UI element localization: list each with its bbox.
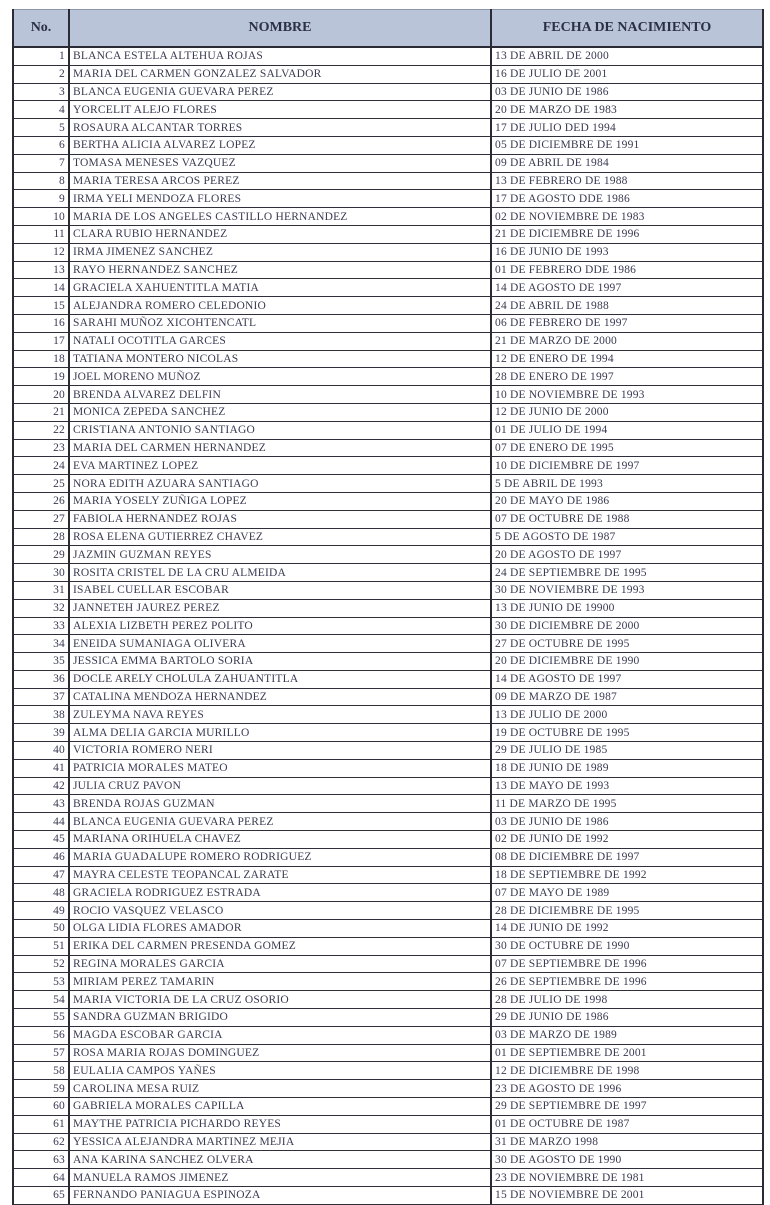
row-name: MARIA DE LOS ANGELES CASTILLO HERNANDEZ <box>69 208 491 226</box>
row-birthdate: 10 DE DICIEMBRE DE 1997 <box>491 457 763 475</box>
table-row <box>13 1098 763 1116</box>
row-birthdate: 09 DE ABRIL DE 1984 <box>491 154 763 172</box>
table-row <box>13 1151 763 1169</box>
row-birthdate: 14 DE AGOSTO DE 1997 <box>491 670 763 688</box>
row-name: JAZMIN GUZMAN REYES <box>69 546 491 564</box>
row-number: 39 <box>13 724 69 742</box>
row-name: TATIANA MONTERO NICOLAS <box>69 350 491 368</box>
row-birthdate: 18 DE JUNIO DE 1989 <box>491 759 763 777</box>
row-birthdate: 03 DE MARZO DE 1989 <box>491 1026 763 1044</box>
table-row <box>13 368 763 386</box>
row-number: 3 <box>13 83 69 101</box>
row-birthdate: 06 DE FEBRERO DE 1997 <box>491 314 763 332</box>
table-row <box>13 1080 763 1098</box>
row-name: BERTHA ALICIA ALVAREZ LOPEZ <box>69 136 491 154</box>
row-number: 41 <box>13 759 69 777</box>
row-birthdate: 03 DE JUNIO DE 1986 <box>491 813 763 831</box>
table-row <box>13 47 763 65</box>
row-number: 62 <box>13 1133 69 1151</box>
table-row <box>13 848 763 866</box>
row-birthdate: 23 DE NOVIEMBRE DE 1981 <box>491 1169 763 1187</box>
row-name: JESSICA EMMA BARTOLO SORIA <box>69 653 491 671</box>
table-row <box>13 492 763 510</box>
row-number: 32 <box>13 599 69 617</box>
row-number: 6 <box>13 136 69 154</box>
row-number: 55 <box>13 1009 69 1027</box>
row-name: VICTORIA ROMERO NERI <box>69 742 491 760</box>
row-birthdate: 16 DE JULIO DE 2001 <box>491 65 763 83</box>
table-row <box>13 332 763 350</box>
table-row <box>13 688 763 706</box>
table-row <box>13 1169 763 1187</box>
row-name: PATRICIA MORALES MATEO <box>69 759 491 777</box>
table-row <box>13 670 763 688</box>
table-row <box>13 65 763 83</box>
row-birthdate: 5 DE ABRIL DE 1993 <box>491 475 763 493</box>
row-name: BRENDA ALVAREZ DELFIN <box>69 386 491 404</box>
row-name: BLANCA EUGENIA GUEVARA PEREZ <box>69 813 491 831</box>
row-name: ALEJANDRA ROMERO CELEDONIO <box>69 297 491 315</box>
row-name: YORCELIT ALEJO FLORES <box>69 101 491 119</box>
table-row <box>13 813 763 831</box>
row-name: ENEIDA SUMANIAGA OLIVERA <box>69 635 491 653</box>
row-name: BLANCA ESTELA ALTEHUA ROJAS <box>69 47 491 65</box>
row-number: 52 <box>13 955 69 973</box>
table-row <box>13 724 763 742</box>
table-row <box>13 742 763 760</box>
row-name: ROSAURA ALCANTAR TORRES <box>69 119 491 137</box>
row-number: 45 <box>13 831 69 849</box>
table-row <box>13 653 763 671</box>
row-name: ROSA MARIA ROJAS DOMINGUEZ <box>69 1044 491 1062</box>
row-number: 59 <box>13 1080 69 1098</box>
row-birthdate: 14 DE AGOSTO DE 1997 <box>491 279 763 297</box>
row-birthdate: 23 DE AGOSTO DE 1996 <box>491 1080 763 1098</box>
row-number: 56 <box>13 1026 69 1044</box>
table-row <box>13 1009 763 1027</box>
row-name: MARIA YOSELY ZUÑIGA LOPEZ <box>69 492 491 510</box>
table-row <box>13 208 763 226</box>
row-name: ISABEL CUELLAR ESCOBAR <box>69 581 491 599</box>
row-birthdate: 13 DE MAYO DE 1993 <box>491 777 763 795</box>
table-row <box>13 991 763 1009</box>
row-birthdate: 24 DE SEPTIEMBRE DE 1995 <box>491 564 763 582</box>
row-number: 31 <box>13 581 69 599</box>
row-number: 7 <box>13 154 69 172</box>
table-row <box>13 1026 763 1044</box>
row-number: 17 <box>13 332 69 350</box>
row-birthdate: 14 DE JUNIO DE 1992 <box>491 920 763 938</box>
row-name: GRACIELA RODRIGUEZ ESTRADA <box>69 884 491 902</box>
row-birthdate: 13 DE JULIO DE 2000 <box>491 706 763 724</box>
table-row <box>13 421 763 439</box>
table-row <box>13 599 763 617</box>
row-name: MAYTHE PATRICIA PICHARDO REYES <box>69 1115 491 1133</box>
row-birthdate: 13 DE ABRIL DE 2000 <box>491 47 763 65</box>
row-number: 40 <box>13 742 69 760</box>
row-name: ERIKA DEL CARMEN PRESENDA GOMEZ <box>69 937 491 955</box>
table-row <box>13 243 763 261</box>
row-birthdate: 30 DE AGOSTO DE 1990 <box>491 1151 763 1169</box>
row-name: CLARA RUBIO HERNANDEZ <box>69 225 491 243</box>
table-row <box>13 439 763 457</box>
table-row <box>13 190 763 208</box>
table-row <box>13 457 763 475</box>
row-number: 46 <box>13 848 69 866</box>
row-name: BLANCA EUGENIA GUEVARA PEREZ <box>69 83 491 101</box>
row-number: 36 <box>13 670 69 688</box>
row-birthdate: 28 DE DICIEMBRE DE 1995 <box>491 902 763 920</box>
table-row <box>13 83 763 101</box>
row-name: ROSA ELENA GUTIERREZ CHAVEZ <box>69 528 491 546</box>
table-row <box>13 564 763 582</box>
row-birthdate: 07 DE MAYO DE 1989 <box>491 884 763 902</box>
row-number: 11 <box>13 225 69 243</box>
row-name: CAROLINA MESA RUIZ <box>69 1080 491 1098</box>
row-number: 5 <box>13 119 69 137</box>
row-birthdate: 30 DE NOVIEMBRE DE 1993 <box>491 581 763 599</box>
table-row <box>13 777 763 795</box>
row-name: EVA MARTINEZ LOPEZ <box>69 457 491 475</box>
row-birthdate: 13 DE JUNIO DE 19900 <box>491 599 763 617</box>
row-number: 27 <box>13 510 69 528</box>
row-number: 10 <box>13 208 69 226</box>
row-number: 33 <box>13 617 69 635</box>
row-name: MAYRA CELESTE TEOPANCAL ZARATE <box>69 866 491 884</box>
table-row <box>13 581 763 599</box>
row-birthdate: 27 DE OCTUBRE DE 1995 <box>491 635 763 653</box>
row-name: NORA EDITH AZUARA SANTIAGO <box>69 475 491 493</box>
row-birthdate: 21 DE DICIEMBRE DE 1996 <box>491 225 763 243</box>
row-birthdate: 12 DE JUNIO DE 2000 <box>491 403 763 421</box>
row-birthdate: 26 DE SEPTIEMBRE DE 1996 <box>491 973 763 991</box>
row-name: GABRIELA MORALES CAPILLA <box>69 1098 491 1116</box>
row-birthdate: 13 DE FEBRERO DE 1988 <box>491 172 763 190</box>
row-number: 15 <box>13 297 69 315</box>
row-birthdate: 07 DE ENERO DE 1995 <box>491 439 763 457</box>
table-row <box>13 973 763 991</box>
row-number: 8 <box>13 172 69 190</box>
row-number: 49 <box>13 902 69 920</box>
row-birthdate: 20 DE MARZO DE 1983 <box>491 101 763 119</box>
table-row <box>13 225 763 243</box>
table-row <box>13 279 763 297</box>
row-name: REGINA MORALES GARCIA <box>69 955 491 973</box>
row-number: 37 <box>13 688 69 706</box>
row-number: 50 <box>13 920 69 938</box>
row-birthdate: 03 DE JUNIO DE 1986 <box>491 83 763 101</box>
table-row <box>13 154 763 172</box>
row-number: 57 <box>13 1044 69 1062</box>
row-birthdate: 17 DE JULIO DED 1994 <box>491 119 763 137</box>
row-name: NATALI OCOTITLA GARCES <box>69 332 491 350</box>
row-birthdate: 01 DE JULIO DE 1994 <box>491 421 763 439</box>
row-number: 47 <box>13 866 69 884</box>
row-name: SARAHI MUÑOZ XICOHTENCATL <box>69 314 491 332</box>
header-fecha: FECHA DE NACIMIENTO <box>491 10 763 48</box>
row-number: 4 <box>13 101 69 119</box>
roster-table <box>12 9 764 1205</box>
table-row <box>13 510 763 528</box>
row-birthdate: 10 DE NOVIEMBRE DE 1993 <box>491 386 763 404</box>
row-number: 60 <box>13 1098 69 1116</box>
table-row <box>13 884 763 902</box>
row-birthdate: 01 DE OCTUBRE DE 1987 <box>491 1115 763 1133</box>
row-birthdate: 15 DE NOVIEMBRE DE 2001 <box>491 1187 763 1205</box>
row-birthdate: 17 DE AGOSTO DDE 1986 <box>491 190 763 208</box>
row-name: MONICA ZEPEDA SANCHEZ <box>69 403 491 421</box>
row-birthdate: 29 DE JUNIO DE 1986 <box>491 1009 763 1027</box>
header-nombre: NOMBRE <box>69 10 491 48</box>
row-birthdate: 07 DE SEPTIEMBRE DE 1996 <box>491 955 763 973</box>
row-name: CRISTIANA ANTONIO SANTIAGO <box>69 421 491 439</box>
row-name: IRMA JIMENEZ SANCHEZ <box>69 243 491 261</box>
row-name: SANDRA GUZMAN BRIGIDO <box>69 1009 491 1027</box>
row-name: ZULEYMA NAVA REYES <box>69 706 491 724</box>
row-name: MAGDA ESCOBAR GARCIA <box>69 1026 491 1044</box>
row-number: 16 <box>13 314 69 332</box>
row-number: 1 <box>13 47 69 65</box>
row-name: MIRIAM PEREZ TAMARIN <box>69 973 491 991</box>
table-row <box>13 101 763 119</box>
row-number: 38 <box>13 706 69 724</box>
table-row <box>13 1115 763 1133</box>
row-birthdate: 12 DE ENERO DE 1994 <box>491 350 763 368</box>
row-name: YESSICA ALEJANDRA MARTINEZ MEJIA <box>69 1133 491 1151</box>
row-number: 53 <box>13 973 69 991</box>
row-birthdate: 01 DE SEPTIEMBRE DE 2001 <box>491 1044 763 1062</box>
row-birthdate: 5 DE AGOSTO DE 1987 <box>491 528 763 546</box>
row-number: 24 <box>13 457 69 475</box>
row-birthdate: 11 DE MARZO DE 1995 <box>491 795 763 813</box>
table-row <box>13 475 763 493</box>
row-number: 30 <box>13 564 69 582</box>
table-row <box>13 955 763 973</box>
row-birthdate: 08 DE DICIEMBRE DE 1997 <box>491 848 763 866</box>
row-birthdate: 19 DE OCTUBRE DE 1995 <box>491 724 763 742</box>
row-name: CATALINA MENDOZA HERNANDEZ <box>69 688 491 706</box>
table-row <box>13 831 763 849</box>
row-birthdate: 24 DE ABRIL DE 1988 <box>491 297 763 315</box>
table-row <box>13 706 763 724</box>
row-name: ANA KARINA SANCHEZ OLVERA <box>69 1151 491 1169</box>
row-number: 42 <box>13 777 69 795</box>
row-name: MARIA GUADALUPE ROMERO RODRIGUEZ <box>69 848 491 866</box>
row-birthdate: 28 DE JULIO DE 1998 <box>491 991 763 1009</box>
row-name: MANUELA RAMOS JIMENEZ <box>69 1169 491 1187</box>
row-number: 20 <box>13 386 69 404</box>
row-number: 54 <box>13 991 69 1009</box>
row-birthdate: 07 DE OCTUBRE DE 1988 <box>491 510 763 528</box>
row-number: 2 <box>13 65 69 83</box>
row-number: 63 <box>13 1151 69 1169</box>
row-number: 44 <box>13 813 69 831</box>
row-number: 14 <box>13 279 69 297</box>
table-row <box>13 795 763 813</box>
row-number: 29 <box>13 546 69 564</box>
row-number: 21 <box>13 403 69 421</box>
row-birthdate: 20 DE AGOSTO DE 1997 <box>491 546 763 564</box>
row-birthdate: 20 DE MAYO DE 1986 <box>491 492 763 510</box>
row-name: JOEL MORENO MUÑOZ <box>69 368 491 386</box>
table-row <box>13 546 763 564</box>
row-number: 35 <box>13 653 69 671</box>
row-number: 43 <box>13 795 69 813</box>
row-birthdate: 28 DE ENERO DE 1997 <box>491 368 763 386</box>
row-name: MARIA DEL CARMEN GONZALEZ SALVADOR <box>69 65 491 83</box>
row-number: 22 <box>13 421 69 439</box>
row-number: 9 <box>13 190 69 208</box>
table-row <box>13 261 763 279</box>
row-birthdate: 01 DE FEBRERO DDE 1986 <box>491 261 763 279</box>
table-row <box>13 617 763 635</box>
table-row <box>13 937 763 955</box>
row-birthdate: 31 DE MARZO 1998 <box>491 1133 763 1151</box>
row-number: 65 <box>13 1187 69 1205</box>
row-number: 23 <box>13 439 69 457</box>
table-row <box>13 1187 763 1205</box>
row-birthdate: 30 DE DICIEMBRE DE 2000 <box>491 617 763 635</box>
table-row <box>13 403 763 421</box>
table-row <box>13 297 763 315</box>
row-number: 19 <box>13 368 69 386</box>
table-row <box>13 1133 763 1151</box>
row-name: BRENDA ROJAS GUZMAN <box>69 795 491 813</box>
row-number: 51 <box>13 937 69 955</box>
row-name: OLGA LIDIA FLORES AMADOR <box>69 920 491 938</box>
row-number: 48 <box>13 884 69 902</box>
row-name: MARIA VICTORIA DE LA CRUZ OSORIO <box>69 991 491 1009</box>
table-row <box>13 759 763 777</box>
row-name: IRMA YELI MENDOZA FLORES <box>69 190 491 208</box>
row-name: ROCIO VASQUEZ VELASCO <box>69 902 491 920</box>
row-name: EULALIA CAMPOS YAÑES <box>69 1062 491 1080</box>
table-row <box>13 172 763 190</box>
row-name: ALMA DELIA GARCIA MURILLO <box>69 724 491 742</box>
row-birthdate: 20 DE DICIEMBRE DE 1990 <box>491 653 763 671</box>
table-header <box>13 10 763 48</box>
table-row <box>13 386 763 404</box>
row-name: FABIOLA HERNANDEZ ROJAS <box>69 510 491 528</box>
table-row <box>13 1044 763 1062</box>
row-number: 12 <box>13 243 69 261</box>
table-row <box>13 350 763 368</box>
row-number: 25 <box>13 475 69 493</box>
table-row <box>13 635 763 653</box>
row-birthdate: 21 DE MARZO DE 2000 <box>491 332 763 350</box>
roster-sheet <box>12 9 762 1205</box>
table-row <box>13 119 763 137</box>
row-number: 13 <box>13 261 69 279</box>
row-name: MARIA TERESA ARCOS PEREZ <box>69 172 491 190</box>
row-name: ALEXIA LIZBETH PEREZ POLITO <box>69 617 491 635</box>
row-number: 58 <box>13 1062 69 1080</box>
table-row <box>13 866 763 884</box>
row-birthdate: 18 DE SEPTIEMBRE DE 1992 <box>491 866 763 884</box>
table-row <box>13 314 763 332</box>
row-name: ROSITA CRISTEL DE LA CRU ALMEIDA <box>69 564 491 582</box>
row-name: JULIA CRUZ PAVON <box>69 777 491 795</box>
table-row <box>13 136 763 154</box>
row-birthdate: 29 DE JULIO DE 1985 <box>491 742 763 760</box>
row-number: 61 <box>13 1115 69 1133</box>
table-row <box>13 1062 763 1080</box>
header-no: No. <box>13 10 69 48</box>
row-number: 28 <box>13 528 69 546</box>
row-birthdate: 02 DE JUNIO DE 1992 <box>491 831 763 849</box>
row-name: MARIANA ORIHUELA CHAVEZ <box>69 831 491 849</box>
row-name: GRACIELA XAHUENTITLA MATIA <box>69 279 491 297</box>
row-name: DOCLE ARELY CHOLULA ZAHUANTITLA <box>69 670 491 688</box>
row-birthdate: 09 DE MARZO DE 1987 <box>491 688 763 706</box>
row-number: 26 <box>13 492 69 510</box>
row-name: MARIA DEL CARMEN HERNANDEZ <box>69 439 491 457</box>
row-birthdate: 12 DE DICIEMBRE DE 1998 <box>491 1062 763 1080</box>
row-birthdate: 05 DE DICIEMBRE DE 1991 <box>491 136 763 154</box>
table-body <box>13 47 763 1204</box>
row-name: FERNANDO PANIAGUA ESPINOZA <box>69 1187 491 1205</box>
row-number: 34 <box>13 635 69 653</box>
row-number: 18 <box>13 350 69 368</box>
row-birthdate: 29 DE SEPTIEMBRE DE 1997 <box>491 1098 763 1116</box>
table-row <box>13 902 763 920</box>
table-row <box>13 528 763 546</box>
row-name: RAYO HERNANDEZ SANCHEZ <box>69 261 491 279</box>
row-birthdate: 30 DE OCTUBRE DE 1990 <box>491 937 763 955</box>
row-birthdate: 02 DE NOVIEMBRE DE 1983 <box>491 208 763 226</box>
row-number: 64 <box>13 1169 69 1187</box>
row-birthdate: 16 DE JUNIO DE 1993 <box>491 243 763 261</box>
row-name: TOMASA MENESES VAZQUEZ <box>69 154 491 172</box>
table-row <box>13 920 763 938</box>
row-name: JANNETEH JAUREZ PEREZ <box>69 599 491 617</box>
